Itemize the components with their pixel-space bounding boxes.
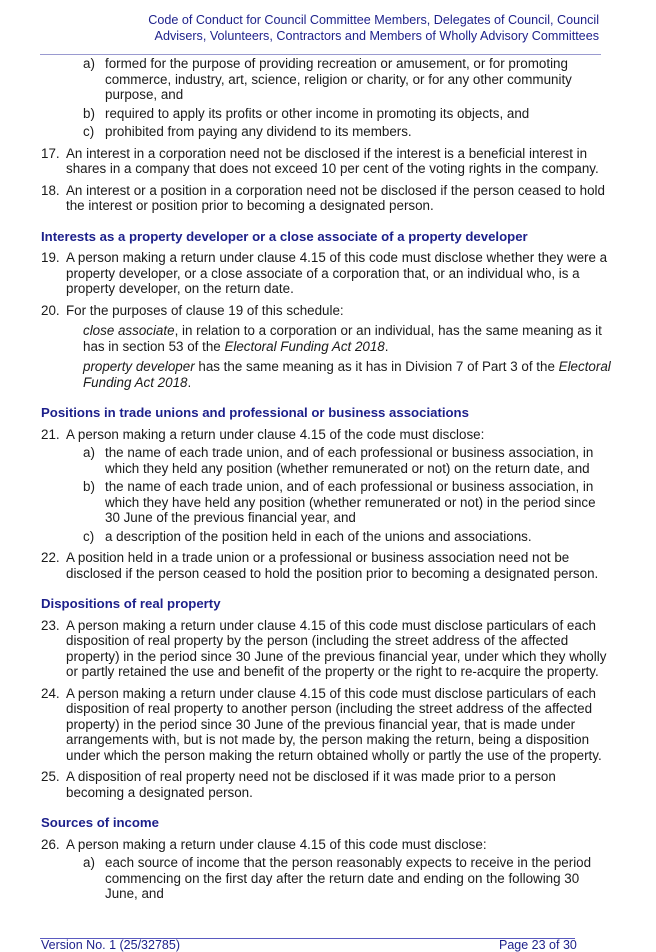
clause-17: 17. An interest in a corporation need not be disclosed if the interest is a beneficial interest in shares in a company that does not exceed 10 per cent of the voting rights in the company. — [41, 145, 599, 176]
definition-close-associate: close associate, in relation to a corporation or an individual, has the same meaning as it has in section 53 of the Electoral Funding Act 2018. — [83, 323, 602, 354]
clause-24: 24. A person making a return under clause 4.15 of this code must disclose particulars of each disposition of real property to another person (including the street address of the affected property) in the period since 30 June of the previous financial year, that is made under arrangements with, but is not made by, the person making the return, being a disposition under which the person making the return obtained wholly or partly the use of the property. — [41, 685, 602, 763]
list-item: c) prohibited from paying any dividend to its members. — [83, 124, 412, 139]
clause-23: 23. A person making a return under clause 4.15 of this code must disclose particulars of each disposition of real property by the person (including the street address of the affected property) in the period since 30 June of the previous financial year, under which they wholly or partly retained the use and benefit of the property or the right to re-acquire the property. — [41, 617, 607, 679]
list-item: a) each source of income that the person reasonably expects to receive in the period commencing on the first day after the return date and ending on the following 30 June, and — [83, 855, 592, 901]
list-item: a) formed for the purpose of providing recreation or amusement, or for promoting commerce, industry, art, science, religion or charity, or for any other community purpose, and — [83, 56, 572, 102]
section-heading-sources-of-income: Sources of income — [41, 815, 159, 830]
clause-19: 19. A person making a return under clause 4.15 of this code must disclose whether they were a property developer, or a close associate of a corporation that, or an individual who, is a property developer, on the return date. — [41, 250, 608, 296]
section-heading-dispositions: Dispositions of real property — [41, 596, 221, 611]
list-item: c) a description of the position held in each of the unions and associations. — [83, 528, 532, 544]
list-item: b) the name of each trade union, and of each professional or business association, in which they have held any position (whether remunerated or not) in the period since 30 June of the previous financial year, and — [83, 479, 596, 525]
footer-page-number: Page 23 of 30 — [499, 938, 577, 952]
section-heading-property-developer: Interests as a property developer or a close associate of a property developer — [41, 228, 528, 244]
section-heading-trade-unions: Positions in trade unions and professional or business associations — [41, 405, 469, 420]
clause-22: 22. A position held in a trade union or a professional or business association need not be disclosed if the person ceased to hold the position prior to becoming a designated person. — [41, 550, 599, 581]
document-body — [41, 56, 611, 905]
header-title-line2: Advisers, Volunteers, Contractors and Members of Wholly Advisory Committees — [154, 28, 599, 43]
clause-26: 26. A person making a return under clause 4.15 of this code must disclose: — [41, 836, 487, 852]
clause-21: 21. A person making a return under clause 4.15 of the code must disclose: — [41, 426, 485, 442]
list-item: a) the name of each trade union, and of each professional or business association, in which they held any position (whether remunerated or not) on the return date, and — [83, 445, 594, 476]
clause-25: 25. A disposition of real property need not be disclosed if it was made prior to a person becoming a designated person. — [41, 769, 556, 800]
footer-version: Version No. 1 (25/32785) — [41, 938, 180, 952]
list-item: b) required to apply its profits or other income in promoting its objects, and — [83, 105, 530, 121]
definition-property-developer: property developer has the same meaning as it has in Division 7 of Part 3 of the Electoral Funding Act 2018. — [83, 359, 611, 390]
clause-18: 18. An interest or a position in a corporation need not be disclosed if the person ceased to hold the interest or position prior to becoming a designated person. — [41, 182, 605, 213]
clause-20: 20. For the purposes of clause 19 of this schedule: — [41, 302, 344, 318]
document-header — [148, 13, 599, 44]
header-divider — [40, 54, 601, 55]
header-title-line1: Code of Conduct for Council Committee Members, Delegates of Council, Council — [148, 13, 599, 27]
